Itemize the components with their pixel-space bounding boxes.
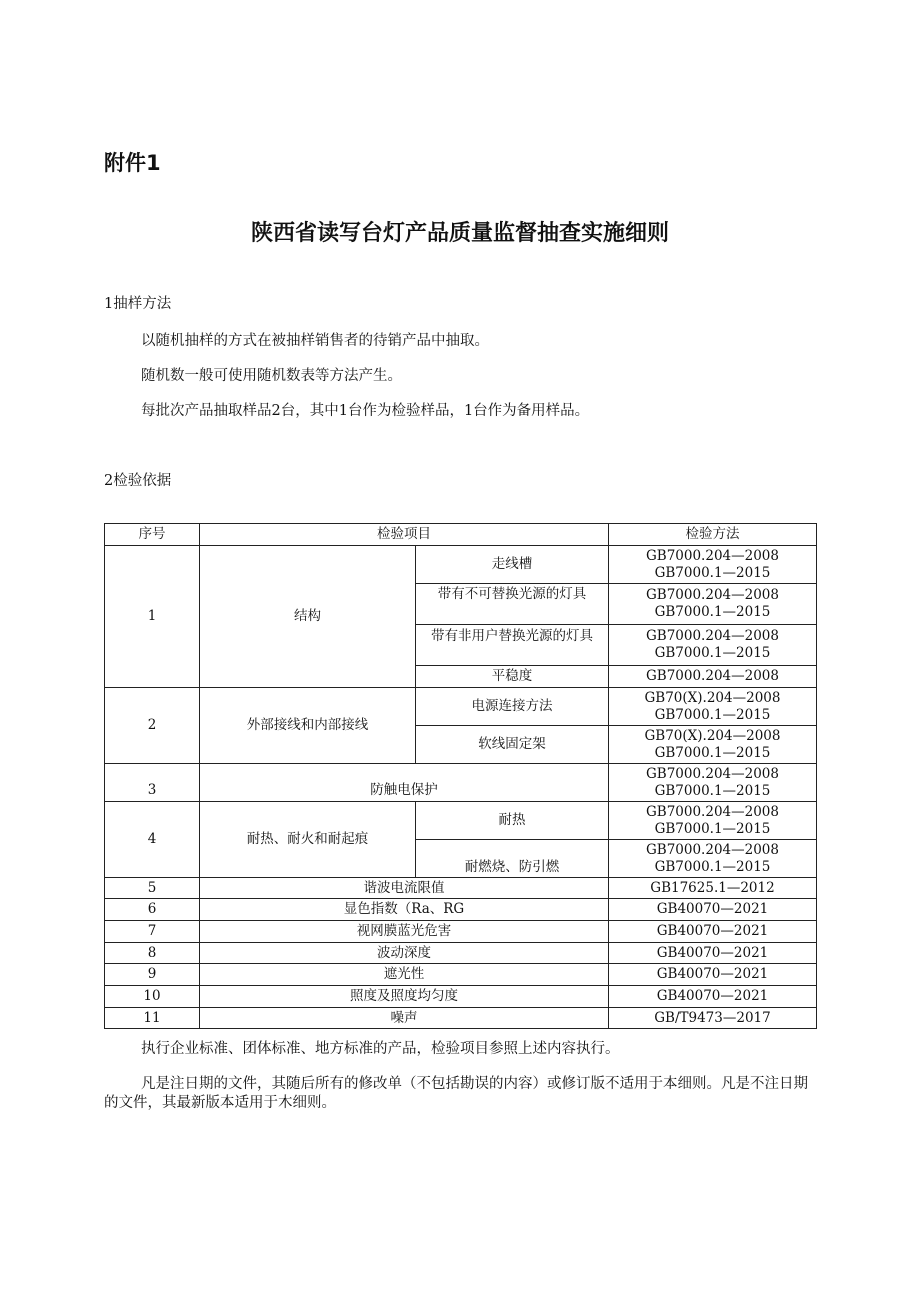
method-cell: GB7000.204—2008 GB7000.1—2015 <box>609 584 817 625</box>
seq-cell: 8 <box>105 943 200 964</box>
seq-cell: 11 <box>105 1008 200 1029</box>
table-row <box>105 1008 817 1029</box>
table-row <box>105 943 817 964</box>
seq-cell: 4 <box>105 802 200 878</box>
method-cell: GB7000.204—2008 GB7000.1—2015 <box>609 546 817 584</box>
sub-item-cell: 软线固定架 <box>416 726 609 764</box>
note-enterprise-standards: 执行企业标准、团体标准、地方标准的产品，检验项目参照上述内容执行。 <box>141 1041 620 1057</box>
method-cell: GB40070—2021 <box>609 986 817 1008</box>
seq-cell: 9 <box>105 964 200 986</box>
method-cell: GB7000.204—2008 <box>609 666 817 688</box>
table-row <box>105 986 817 1008</box>
seq-cell: 7 <box>105 921 200 943</box>
method-cell: GB7000.204—2008 GB7000.1—2015 <box>609 625 817 666</box>
paragraph-random-number: 随机数一般可使用随机数表等方法产生。 <box>141 368 402 384</box>
item-cell: 视网膜蓝光危害 <box>200 921 609 943</box>
seq-cell: 5 <box>105 878 200 899</box>
sub-item-cell: 电源连接方法 <box>416 688 609 726</box>
sub-item-cell: 走线槽 <box>416 546 609 584</box>
note-dated-documents: 凡是注日期的文件，其随后所有的修改单（不包括勘误的内容）或修订版不适用于本细则。凡是不注日期的文件，其最新版本适用于木细则。 <box>104 1076 808 1111</box>
sub-item-cell: 平稳度 <box>416 666 609 688</box>
section-2-heading: 2检验依据 <box>104 473 172 489</box>
table-row <box>105 921 817 943</box>
sub-item-cell: 带有非用户替换光源的灯具 <box>416 625 609 666</box>
item-cell: 防触电保护 <box>200 764 609 802</box>
paragraph-sampling-method: 以随机抽样的方式在被抽样销售者的待销产品中抽取。 <box>141 333 489 349</box>
seq-cell: 2 <box>105 688 200 764</box>
item-cell: 显色指数（Ra、RG <box>200 899 609 921</box>
method-cell: GB40070—2021 <box>609 899 817 921</box>
table-row <box>105 802 817 840</box>
method-cell: GB7000.204—2008 GB7000.1—2015 <box>609 802 817 840</box>
inspection-basis-table <box>104 523 817 1029</box>
seq-cell: 10 <box>105 986 200 1008</box>
table-row <box>105 899 817 921</box>
table-row <box>105 878 817 899</box>
seq-cell: 3 <box>105 764 200 802</box>
method-cell: GB40070—2021 <box>609 943 817 964</box>
section-1-heading: 1抽样方法 <box>104 296 172 312</box>
item-cell: 谐波电流限值 <box>200 878 609 899</box>
item-cell: 耐热、耐火和耐起痕 <box>200 802 416 878</box>
method-cell: GB70(X).204—2008 GB7000.1—2015 <box>609 726 817 764</box>
header-seq: 序号 <box>105 524 200 546</box>
table-row <box>105 688 817 726</box>
item-cell: 结构 <box>200 546 416 688</box>
item-cell: 外部接线和内部接线 <box>200 688 416 764</box>
seq-cell: 6 <box>105 899 200 921</box>
header-item: 检验项目 <box>200 524 609 546</box>
method-cell: GB40070—2021 <box>609 921 817 943</box>
table-row <box>105 764 817 802</box>
method-cell: GB7000.204—2008 GB7000.1—2015 <box>609 840 817 878</box>
table-row <box>105 546 817 584</box>
header-method: 检验方法 <box>609 524 817 546</box>
item-cell: 照度及照度均匀度 <box>200 986 609 1008</box>
method-cell: GB7000.204—2008 GB7000.1—2015 <box>609 764 817 802</box>
item-cell: 噪声 <box>200 1008 609 1029</box>
sub-item-cell: 耐热 <box>416 802 609 840</box>
sub-item-cell: 耐燃烧、防引燃 <box>416 840 609 878</box>
item-cell: 遮光性 <box>200 964 609 986</box>
method-cell: GB40070—2021 <box>609 964 817 986</box>
method-cell: GB/T9473—2017 <box>609 1008 817 1029</box>
page-title: 陕西省读写台灯产品质量监督抽查实施细则 <box>250 221 669 246</box>
table-header-row <box>105 524 817 546</box>
item-cell: 波动深度 <box>200 943 609 964</box>
attachment-label: 附件1 <box>104 151 161 175</box>
method-cell: GB17625.1—2012 <box>609 878 817 899</box>
seq-cell: 1 <box>105 546 200 688</box>
paragraph-sample-quantity: 每批次产品抽取样品2台，其中1台作为检验样品，1台作为备用样品。 <box>141 403 590 419</box>
table-row <box>105 964 817 986</box>
sub-item-cell: 带有不可替换光源的灯具 <box>416 584 609 625</box>
method-cell: GB70(X).204—2008 GB7000.1—2015 <box>609 688 817 726</box>
